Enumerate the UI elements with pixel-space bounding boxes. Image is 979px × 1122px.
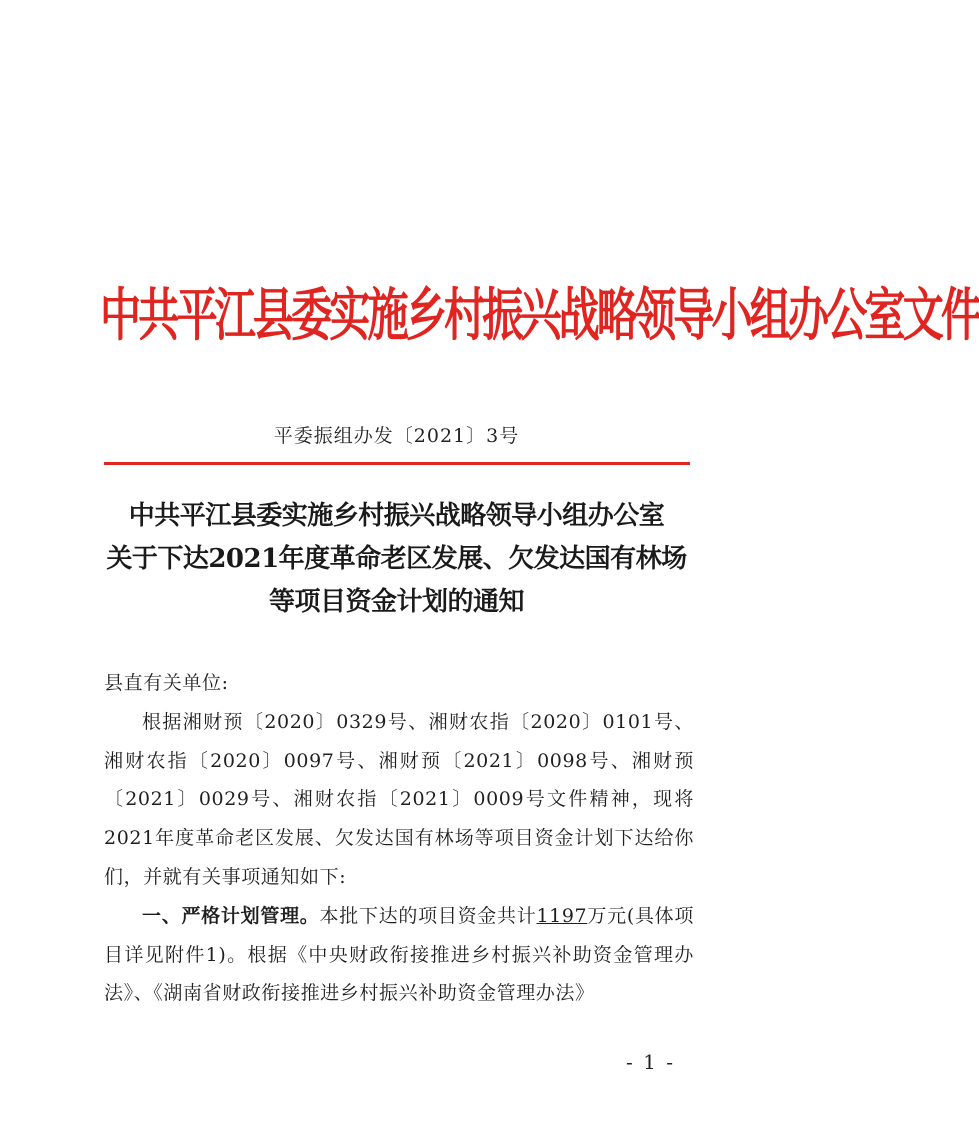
fund-amount: 1197 [536, 904, 588, 927]
paragraph-plan-management [104, 897, 694, 1013]
paragraph-text-pre: 本批下达的项目资金共计 [319, 904, 537, 927]
document-number: 平委振组办发〔2021〕3号 [273, 425, 520, 447]
recipient-line: 县直有关单位: [104, 672, 229, 694]
red-divider-line [104, 462, 690, 465]
paragraph-basis: 根据湘财预〔2020〕0329号、湘财农指〔2020〕0101号、湘财农指〔2020〕0097号、湘财预〔2021〕0098号、湘财预〔2021〕0029号、湘财农指〔2021〕0009号文件精神，现将2021年度革命老区发展、欠发达国有林场等项目资金计划下达给你们，并就有关事项通知如下: [104, 710, 694, 888]
paragraph-text-post: 万元(具体项目详见附件1)。根据《中央财政衔接推进乡村振兴补助资金管理办法》、《湖南省财政衔接推进乡村振兴补助资金管理办法》 [104, 904, 695, 1005]
section-heading: 一、严格计划管理。 [142, 904, 320, 927]
document-title [0, 495, 793, 624]
issuing-org-header: 中共平江县委实施乡村振兴战略领导小组办公室文件 [100, 282, 979, 349]
title-line-1: 中共平江县委实施乡村振兴战略领导小组办公室 [128, 501, 665, 531]
title-line-3: 等项目资金计划的通知 [268, 587, 524, 617]
page-number: - 1 - [626, 1050, 675, 1074]
document-body [104, 664, 694, 1013]
title-line-2: 关于下达2021年度革命老区发展、欠发达国有林场 [106, 544, 687, 574]
